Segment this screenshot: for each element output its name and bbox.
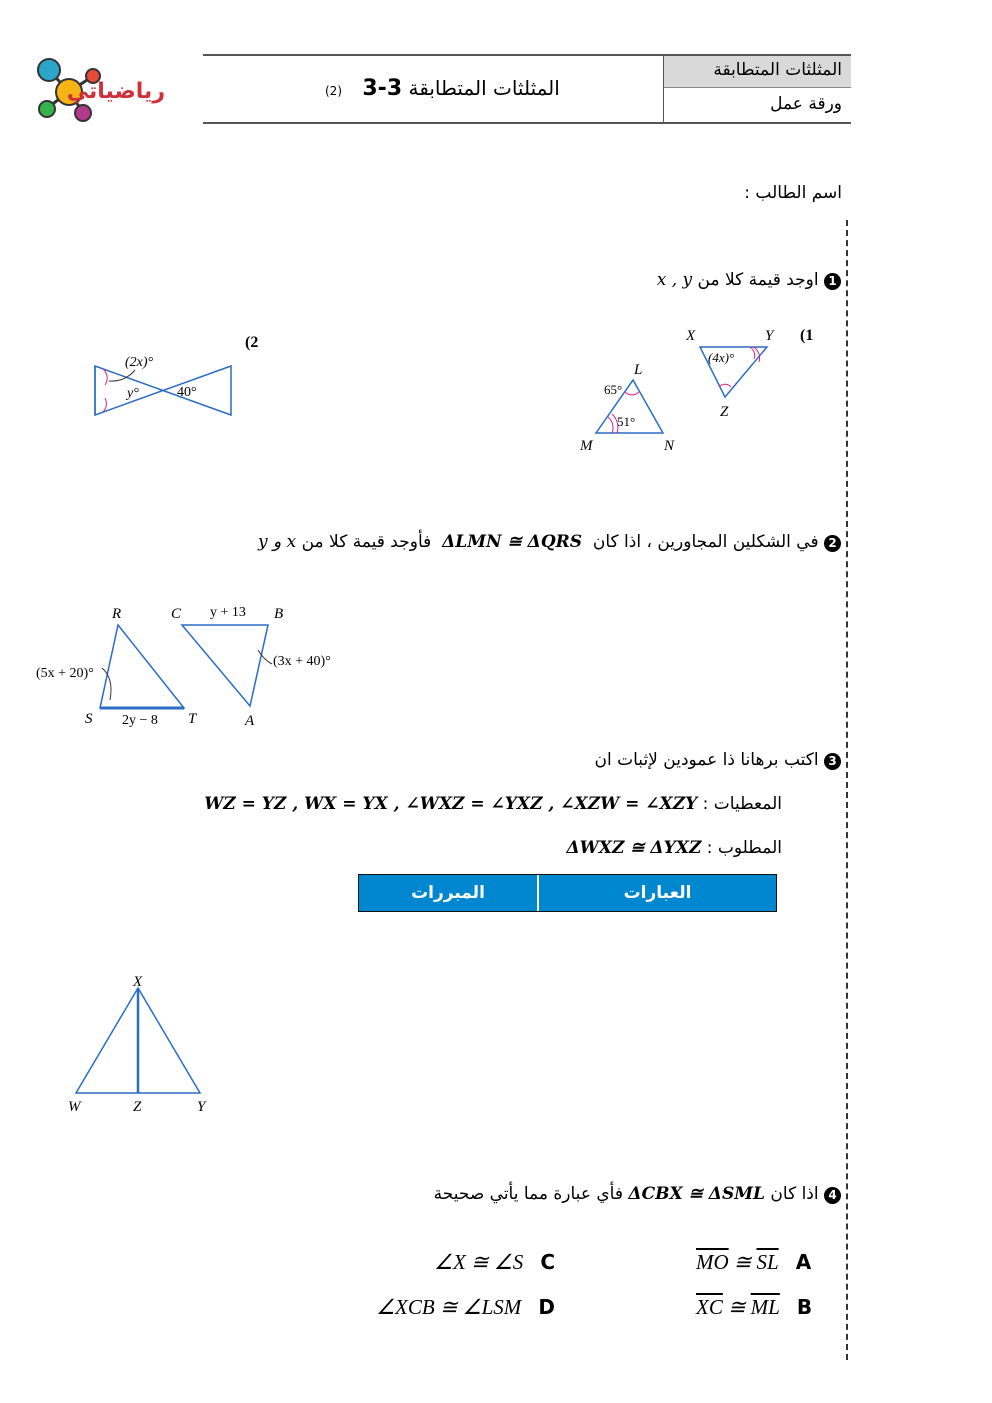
vertex-y: Y [765, 328, 774, 344]
vertex-b: B [274, 606, 284, 622]
header-topic: المثلثات المتطابقة [713, 60, 842, 80]
option-b-seg1: $\overline{XC}$ [696, 1295, 723, 1319]
side-cb: y + 13 [210, 605, 246, 620]
q2-prompt [258, 532, 841, 552]
q3-number: 3 [824, 753, 841, 770]
q1-text: اوجد قيمة كلا من [697, 270, 819, 290]
angle-s: (5x + 20)° [36, 666, 94, 681]
option-d[interactable] [376, 1295, 555, 1320]
q4-text-a: اذا كان [770, 1184, 819, 1204]
vertex-n: N [664, 438, 675, 454]
vertex-w: W [68, 1099, 81, 1115]
q4-number: 4 [824, 1187, 841, 1204]
q2-number: 2 [824, 535, 841, 552]
congruent-symbol: ≅ [733, 1250, 752, 1274]
vertex-z: Z [133, 1099, 142, 1115]
angle-51: 51° [617, 414, 636, 429]
q1-figure-2 [85, 330, 275, 430]
prove-label: المطلوب : [706, 838, 782, 858]
fig2-label: (2 [245, 334, 259, 351]
vertex-r: R [112, 606, 122, 622]
vertex-c: C [171, 606, 182, 622]
q3-given [204, 794, 782, 814]
option-c-text: ∠X ≅ ∠S [434, 1250, 524, 1274]
vertex-x: X [133, 974, 143, 990]
q1-vars: x , y [656, 270, 693, 290]
fig1-label: (1 [800, 327, 814, 344]
q2-text-a: في الشكلين المجاورين ، اذا كان [592, 532, 819, 552]
q3-figure [60, 968, 230, 1118]
q2-text-b: فأوجد قيمة كلا من [301, 532, 432, 552]
q3-prove [566, 838, 782, 858]
vertex-y: Y [197, 1099, 206, 1115]
vertex-s: S [85, 711, 93, 727]
proof-table-header [358, 874, 777, 912]
q2-vars: y و x [257, 532, 297, 552]
option-c-letter: C [540, 1250, 555, 1274]
lesson-title: المثلثات المتطابقة [408, 76, 560, 100]
vertex-l: L [634, 362, 643, 378]
angle-b: (3x + 40)° [273, 654, 331, 669]
option-d-letter: D [538, 1295, 555, 1319]
student-name-label[interactable]: اسم الطالب : [744, 183, 842, 203]
angle-40: 40° [177, 385, 197, 400]
prove-statement: ΔWXZ ≅ ΔYXZ [566, 838, 702, 858]
q1-prompt [657, 270, 841, 290]
vertex-z: Z [720, 404, 729, 420]
q4-congruence: ΔCBX ≅ ΔSML [628, 1184, 765, 1204]
vertex-m: M [580, 438, 593, 454]
vertex-t: T [188, 711, 197, 727]
logo-text: رياضياتي [66, 79, 165, 104]
q2-figure [30, 598, 350, 733]
side-st: 2y − 8 [122, 713, 158, 728]
angle-y: y° [127, 386, 139, 401]
option-a-letter: A [795, 1250, 812, 1274]
lesson-number: 3-3 [362, 76, 403, 101]
option-b-letter: B [796, 1295, 813, 1319]
q1-figure-1 [570, 320, 830, 460]
option-b-seg2: $\overline{ML}$ [750, 1295, 780, 1319]
q2-congruence: ΔLMN ≅ ΔQRS [442, 532, 583, 552]
q4-text-b: فأي عبارة مما يأتي صحيحة [433, 1184, 623, 1204]
option-a[interactable] [696, 1250, 811, 1275]
option-b[interactable] [696, 1295, 812, 1320]
header-reasons: المبررات [359, 875, 537, 911]
vertex-a: A [245, 713, 255, 729]
logo-icon [33, 56, 168, 124]
option-d-text: ∠XCB ≅ ∠LSM [376, 1295, 522, 1319]
margin-dashed-line [846, 220, 848, 1360]
header-bottom-rule [203, 122, 851, 124]
given-statement: WZ = YZ , WX = YX , ∠WXZ = ∠YXZ , ∠XZW = ∠XZY [204, 794, 698, 814]
angle-65: 65° [604, 382, 623, 397]
vertex-x: X [686, 328, 696, 344]
angle-4x: (4x)° [708, 350, 735, 365]
q3-text: اكتب برهانا ذا عمودين لإثبات ان [594, 750, 819, 770]
header-sheet-type: ورقة عمل [770, 94, 842, 114]
congruent-symbol: ≅ [727, 1295, 746, 1319]
option-a-seg2: $\overline{SL}$ [756, 1250, 779, 1274]
option-c[interactable] [434, 1250, 555, 1275]
header-logo [33, 56, 168, 124]
given-label: المعطيات : [702, 794, 782, 814]
lesson-title-line [325, 76, 560, 101]
header-statements: العبارات [537, 875, 776, 911]
lesson-part: (2) [325, 84, 342, 98]
q1-number: 1 [824, 273, 841, 290]
q4-prompt [434, 1184, 841, 1204]
angle-2x: (2x)° [125, 355, 154, 370]
q3-prompt [595, 750, 841, 770]
option-a-seg1: $\overline{MO}$ [696, 1250, 729, 1274]
